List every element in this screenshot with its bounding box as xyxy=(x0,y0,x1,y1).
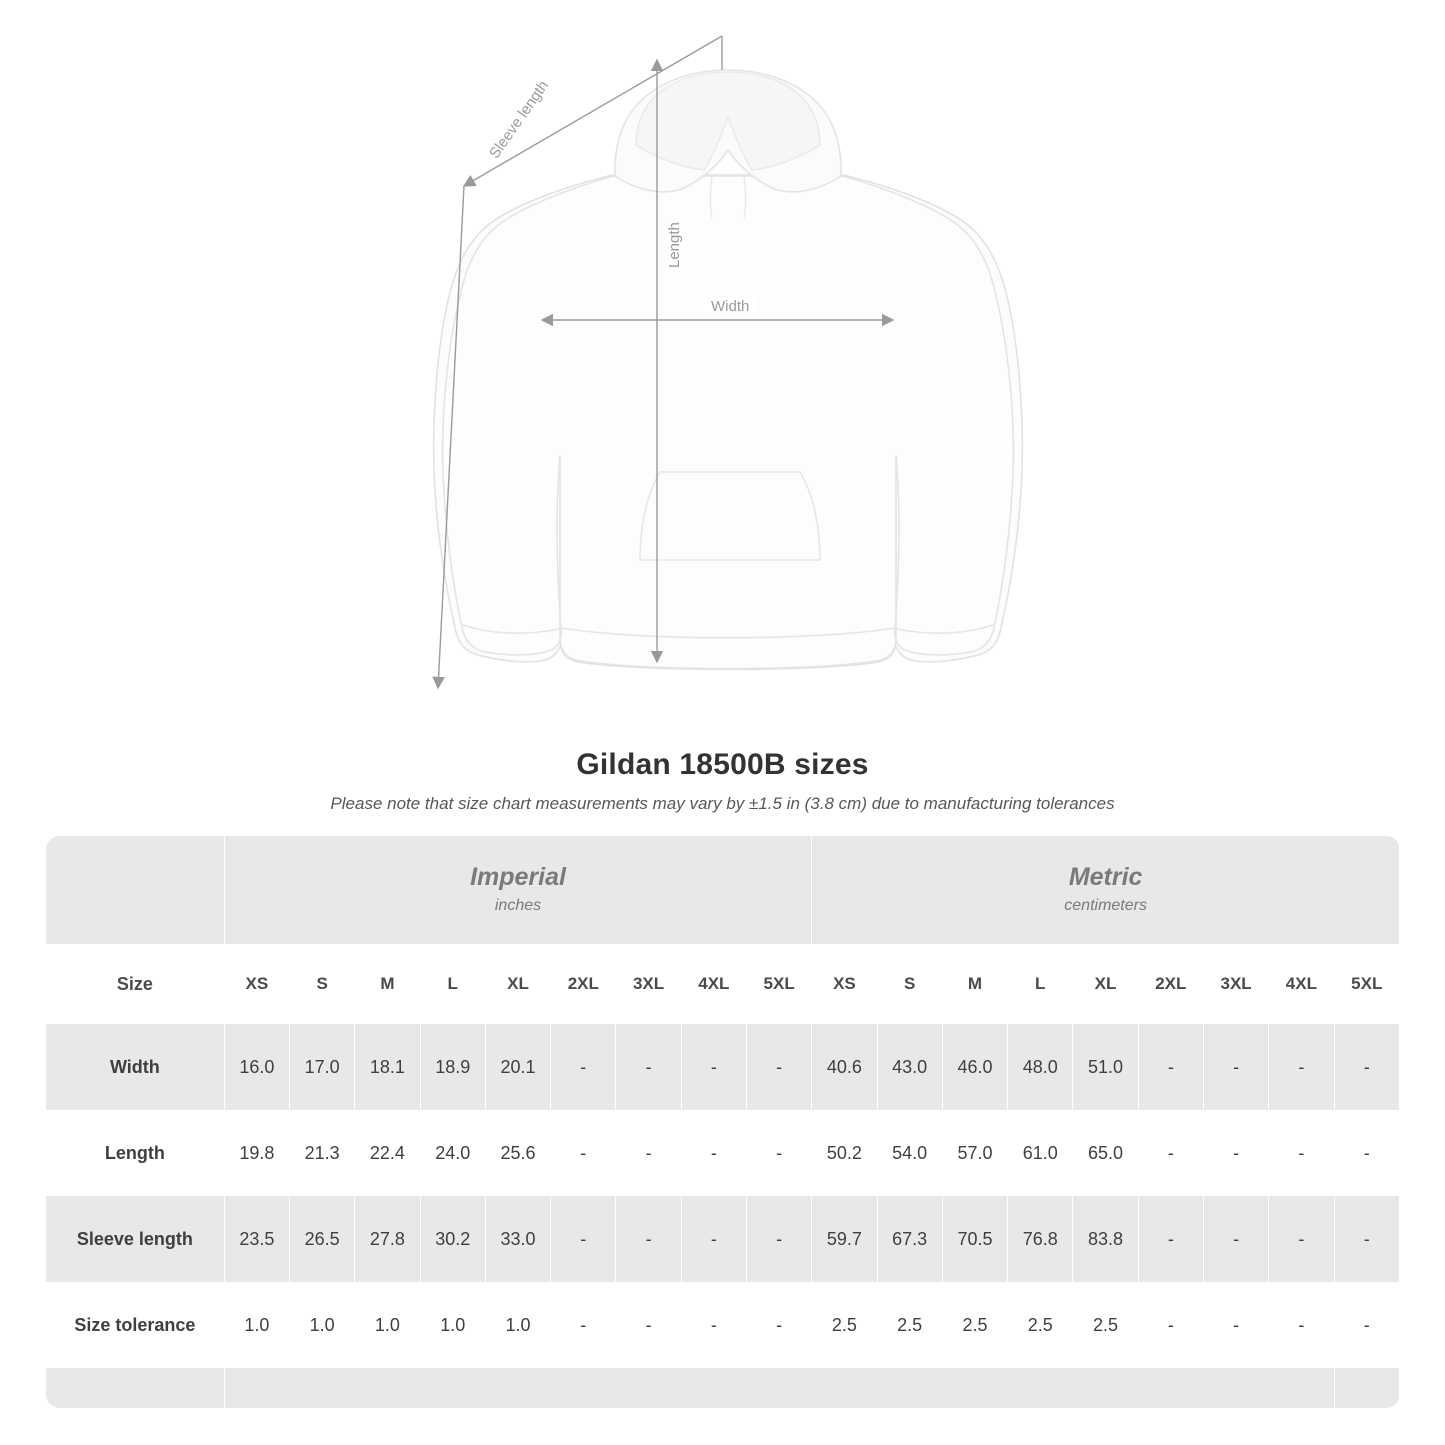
cell: 43.0 xyxy=(877,1024,942,1110)
table-footer-row xyxy=(46,1368,1400,1408)
cell: 18.9 xyxy=(420,1024,485,1110)
cell: - xyxy=(1138,1282,1203,1368)
table-row xyxy=(46,1282,1400,1368)
cell: - xyxy=(1203,1110,1268,1196)
cell: 18.1 xyxy=(355,1024,420,1110)
cell: 16.0 xyxy=(224,1024,289,1110)
cell: 2.5 xyxy=(877,1282,942,1368)
cell: - xyxy=(1269,1196,1334,1282)
cell: 83.8 xyxy=(1073,1196,1138,1282)
cell: 46.0 xyxy=(942,1024,1007,1110)
cell: 19.8 xyxy=(224,1110,289,1196)
cell: - xyxy=(616,1196,681,1282)
cell: - xyxy=(1138,1024,1203,1110)
cell: 70.5 xyxy=(942,1196,1007,1282)
cell: 22.4 xyxy=(355,1110,420,1196)
cell: 54.0 xyxy=(877,1110,942,1196)
cell: - xyxy=(1203,1196,1268,1282)
unit-header-row xyxy=(46,836,1400,944)
cell: - xyxy=(746,1024,811,1110)
cell: 65.0 xyxy=(1073,1110,1138,1196)
width-label: Width xyxy=(704,298,756,315)
cell: 1.0 xyxy=(485,1282,550,1368)
col-header-imperial-m: M xyxy=(355,944,420,1024)
cell: 50.2 xyxy=(812,1110,877,1196)
cell: 48.0 xyxy=(1008,1024,1073,1110)
cell: 59.7 xyxy=(812,1196,877,1282)
col-header-imperial-2xl: 2XL xyxy=(551,944,616,1024)
imperial-sub: inches xyxy=(494,896,542,914)
tolerance-note: Please note that size chart measurements may vary by ±1.5 in (3.8 cm) due to manufacturing tolerances xyxy=(330,794,1115,813)
cell: 33.0 xyxy=(485,1196,550,1282)
cell: 1.0 xyxy=(224,1282,289,1368)
cell: 26.5 xyxy=(290,1196,355,1282)
col-header-metric-2xl: 2XL xyxy=(1138,944,1203,1024)
col-header-imperial-3xl: 3XL xyxy=(616,944,681,1024)
table-row xyxy=(46,1110,1400,1196)
cell: - xyxy=(551,1024,616,1110)
cell: 23.5 xyxy=(224,1196,289,1282)
cell: - xyxy=(1334,1282,1399,1368)
length-label: Length xyxy=(666,222,683,268)
footer-right xyxy=(1334,1368,1399,1408)
row-label-sleeve-length: Sleeve length xyxy=(46,1196,225,1282)
size-label: Size xyxy=(46,944,225,1024)
row-label-width: Width xyxy=(46,1024,225,1110)
cell: 1.0 xyxy=(290,1282,355,1368)
col-header-imperial-4xl: 4XL xyxy=(681,944,746,1024)
cell: - xyxy=(1334,1024,1399,1110)
size-chart-table xyxy=(45,836,1400,1408)
unit-header-spacer xyxy=(46,836,225,944)
title-block xyxy=(0,748,1445,814)
col-header-metric-5xl: 5XL xyxy=(1334,944,1399,1024)
cell: - xyxy=(1203,1024,1268,1110)
cell: 2.5 xyxy=(1073,1282,1138,1368)
col-header-metric-xs: XS xyxy=(812,944,877,1024)
cell: - xyxy=(616,1282,681,1368)
col-header-imperial-xs: XS xyxy=(224,944,289,1024)
metric-sub: centimeters xyxy=(1064,896,1147,914)
cell: - xyxy=(616,1110,681,1196)
table-row xyxy=(46,1024,1400,1110)
cell: 20.1 xyxy=(485,1024,550,1110)
col-header-metric-4xl: 4XL xyxy=(1269,944,1334,1024)
col-header-metric-s: S xyxy=(877,944,942,1024)
cell: - xyxy=(1334,1110,1399,1196)
metric-name: Metric xyxy=(1068,862,1143,891)
col-header-metric-l: L xyxy=(1008,944,1073,1024)
cell: 1.0 xyxy=(355,1282,420,1368)
cell: 76.8 xyxy=(1008,1196,1073,1282)
col-header-imperial-xl: XL xyxy=(485,944,550,1024)
cell: - xyxy=(551,1196,616,1282)
cell: - xyxy=(746,1196,811,1282)
cell: - xyxy=(1269,1282,1334,1368)
cell: 27.8 xyxy=(355,1196,420,1282)
col-header-metric-m: M xyxy=(942,944,1007,1024)
cell: 61.0 xyxy=(1008,1110,1073,1196)
cell: 57.0 xyxy=(942,1110,1007,1196)
cell: - xyxy=(681,1196,746,1282)
cell: - xyxy=(1269,1024,1334,1110)
cell: - xyxy=(1203,1282,1268,1368)
cell: 2.5 xyxy=(942,1282,1007,1368)
cell: 24.0 xyxy=(420,1110,485,1196)
cell: - xyxy=(681,1282,746,1368)
footer-left xyxy=(46,1368,225,1408)
cell: - xyxy=(551,1110,616,1196)
col-header-imperial-l: L xyxy=(420,944,485,1024)
sleeve-length-label: Sleeve length xyxy=(486,77,553,162)
size-table-wrap xyxy=(45,836,1400,1408)
cell: 1.0 xyxy=(420,1282,485,1368)
cell: - xyxy=(681,1110,746,1196)
cell: 25.6 xyxy=(485,1110,550,1196)
cell: - xyxy=(681,1024,746,1110)
footer-mid xyxy=(224,1368,1334,1408)
cell: - xyxy=(1138,1110,1203,1196)
col-header-metric-xl: XL xyxy=(1073,944,1138,1024)
cell: - xyxy=(1269,1110,1334,1196)
col-header-imperial-s: S xyxy=(290,944,355,1024)
row-label-size-tolerance: Size tolerance xyxy=(46,1282,225,1368)
imperial-header xyxy=(224,836,812,944)
cell: 30.2 xyxy=(420,1196,485,1282)
cell: 21.3 xyxy=(290,1110,355,1196)
cell: 51.0 xyxy=(1073,1024,1138,1110)
cell: - xyxy=(746,1282,811,1368)
col-header-metric-3xl: 3XL xyxy=(1203,944,1268,1024)
cell: - xyxy=(746,1110,811,1196)
cell: 40.6 xyxy=(812,1024,877,1110)
cell: - xyxy=(616,1024,681,1110)
cell: 17.0 xyxy=(290,1024,355,1110)
page-title: Gildan 18500B sizes xyxy=(576,748,869,781)
cell: - xyxy=(1138,1196,1203,1282)
cell: 67.3 xyxy=(877,1196,942,1282)
imperial-name: Imperial xyxy=(470,862,566,891)
cell: 2.5 xyxy=(812,1282,877,1368)
col-header-imperial-5xl: 5XL xyxy=(746,944,811,1024)
metric-header xyxy=(812,836,1400,944)
cell: 2.5 xyxy=(1008,1282,1073,1368)
table-row xyxy=(46,1196,1400,1282)
cell: - xyxy=(551,1282,616,1368)
size-header-row xyxy=(46,944,1400,1024)
row-label-length: Length xyxy=(46,1110,225,1196)
cell: - xyxy=(1334,1196,1399,1282)
